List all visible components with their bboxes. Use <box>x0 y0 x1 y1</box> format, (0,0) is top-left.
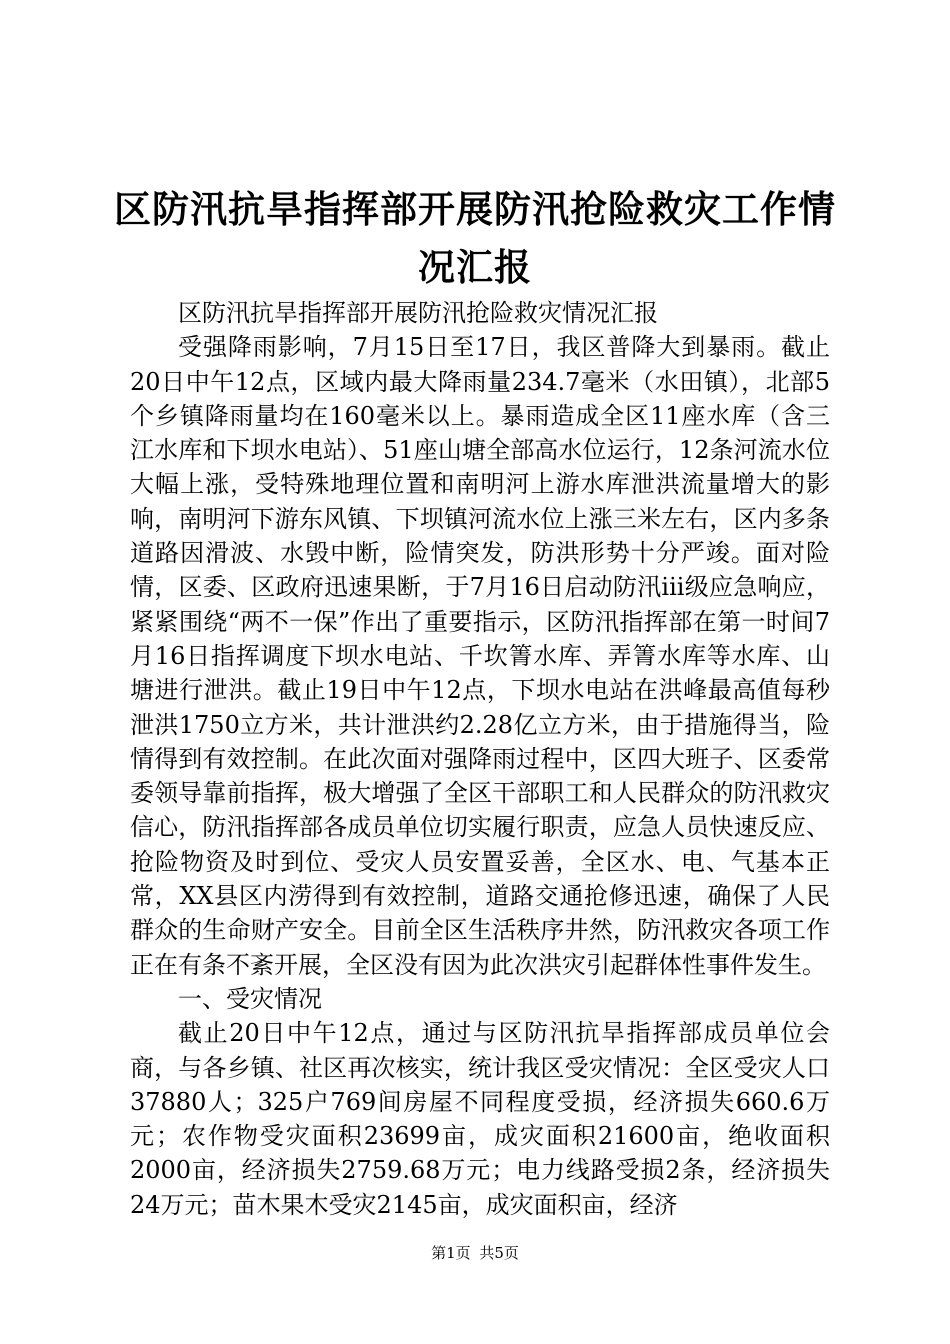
page-total: 共5页 <box>479 1244 519 1262</box>
page-number: 第1页 <box>431 1244 471 1262</box>
document-title: 区防汛抗旱指挥部开展防汛抢险救灾工作情况汇报 <box>114 187 836 289</box>
body-paragraph: 截止20日中午12点，通过与区防汛抗旱指挥部成员单位会商，与各乡镇、社区再次核实，统计我区受灾情况：全区受灾人口37880人；325户769间房屋不同程度受损，经济损失660.6万元；农作物受灾面积23699亩，成灾面积21600亩，绝收面积2000亩，经济损失2759.68万元；电力线路受损2条，经济损失24万元；苗木果木受灾2145亩，成灾面积亩，经济 <box>130 1019 830 1219</box>
page-footer <box>0 1243 950 1263</box>
section-heading: 一、受灾情况 <box>178 984 322 1013</box>
subtitle-paragraph: 区防汛抗旱指挥部开展防汛抢险救灾情况汇报 <box>178 299 658 327</box>
body-paragraph: 受强降雨影响，7月15日至17日，我区普降大到暴雨。截止20日中午12点，区域内最大降雨量234.7毫米（水田镇），北部5个乡镇降雨量均在160毫米以上。暴雨造成全区11座水库（含三江水库和下坝水电站）、51座山塘全部高水位运行，12条河流水位大幅上涨，受特殊地理位置和南明河上游水库泄洪流量增大的影响，南明河下游东风镇、下坝镇河流水位上涨三米左右，区内多条道路因滑波、水毁中断，险情突发，防洪形势十分严竣。面对险情，区委、区政府迅速果断，于7月16日启动防汛iii级应急响应，紧紧围绕“两不一保”作出了重要指示，区防汛指挥部在第一时间7月16日指挥调度下坝水电站、千坎箐水库、弄箐水库等水库、山塘进行泄洪。截止19日中午12点，下坝水电站在洪峰最高值每秒泄洪1750立方米，共计泄洪约2.28亿立方米，由于措施得当，险情得到有效控制。在此次面对强降雨过程中，区四大班子、区委常委领导靠前指挥，极大增强了全区干部职工和人民群众的防汛救灾信心，防汛指挥部各成员单位切实履行职责，应急人员快速反应、抢险物资及时到位、受灾人员安置妥善，全区水、电、气基本正常，XX县区内涝得到有效控制，道路交通抢修迅速，确保了人民群众的生命财产安全。目前全区生活秩序井然，防汛救灾各项工作正在有条不紊开展，全区没有因为此次洪灾引起群体性事件发生。 <box>130 333 830 979</box>
document-body <box>130 296 830 1222</box>
